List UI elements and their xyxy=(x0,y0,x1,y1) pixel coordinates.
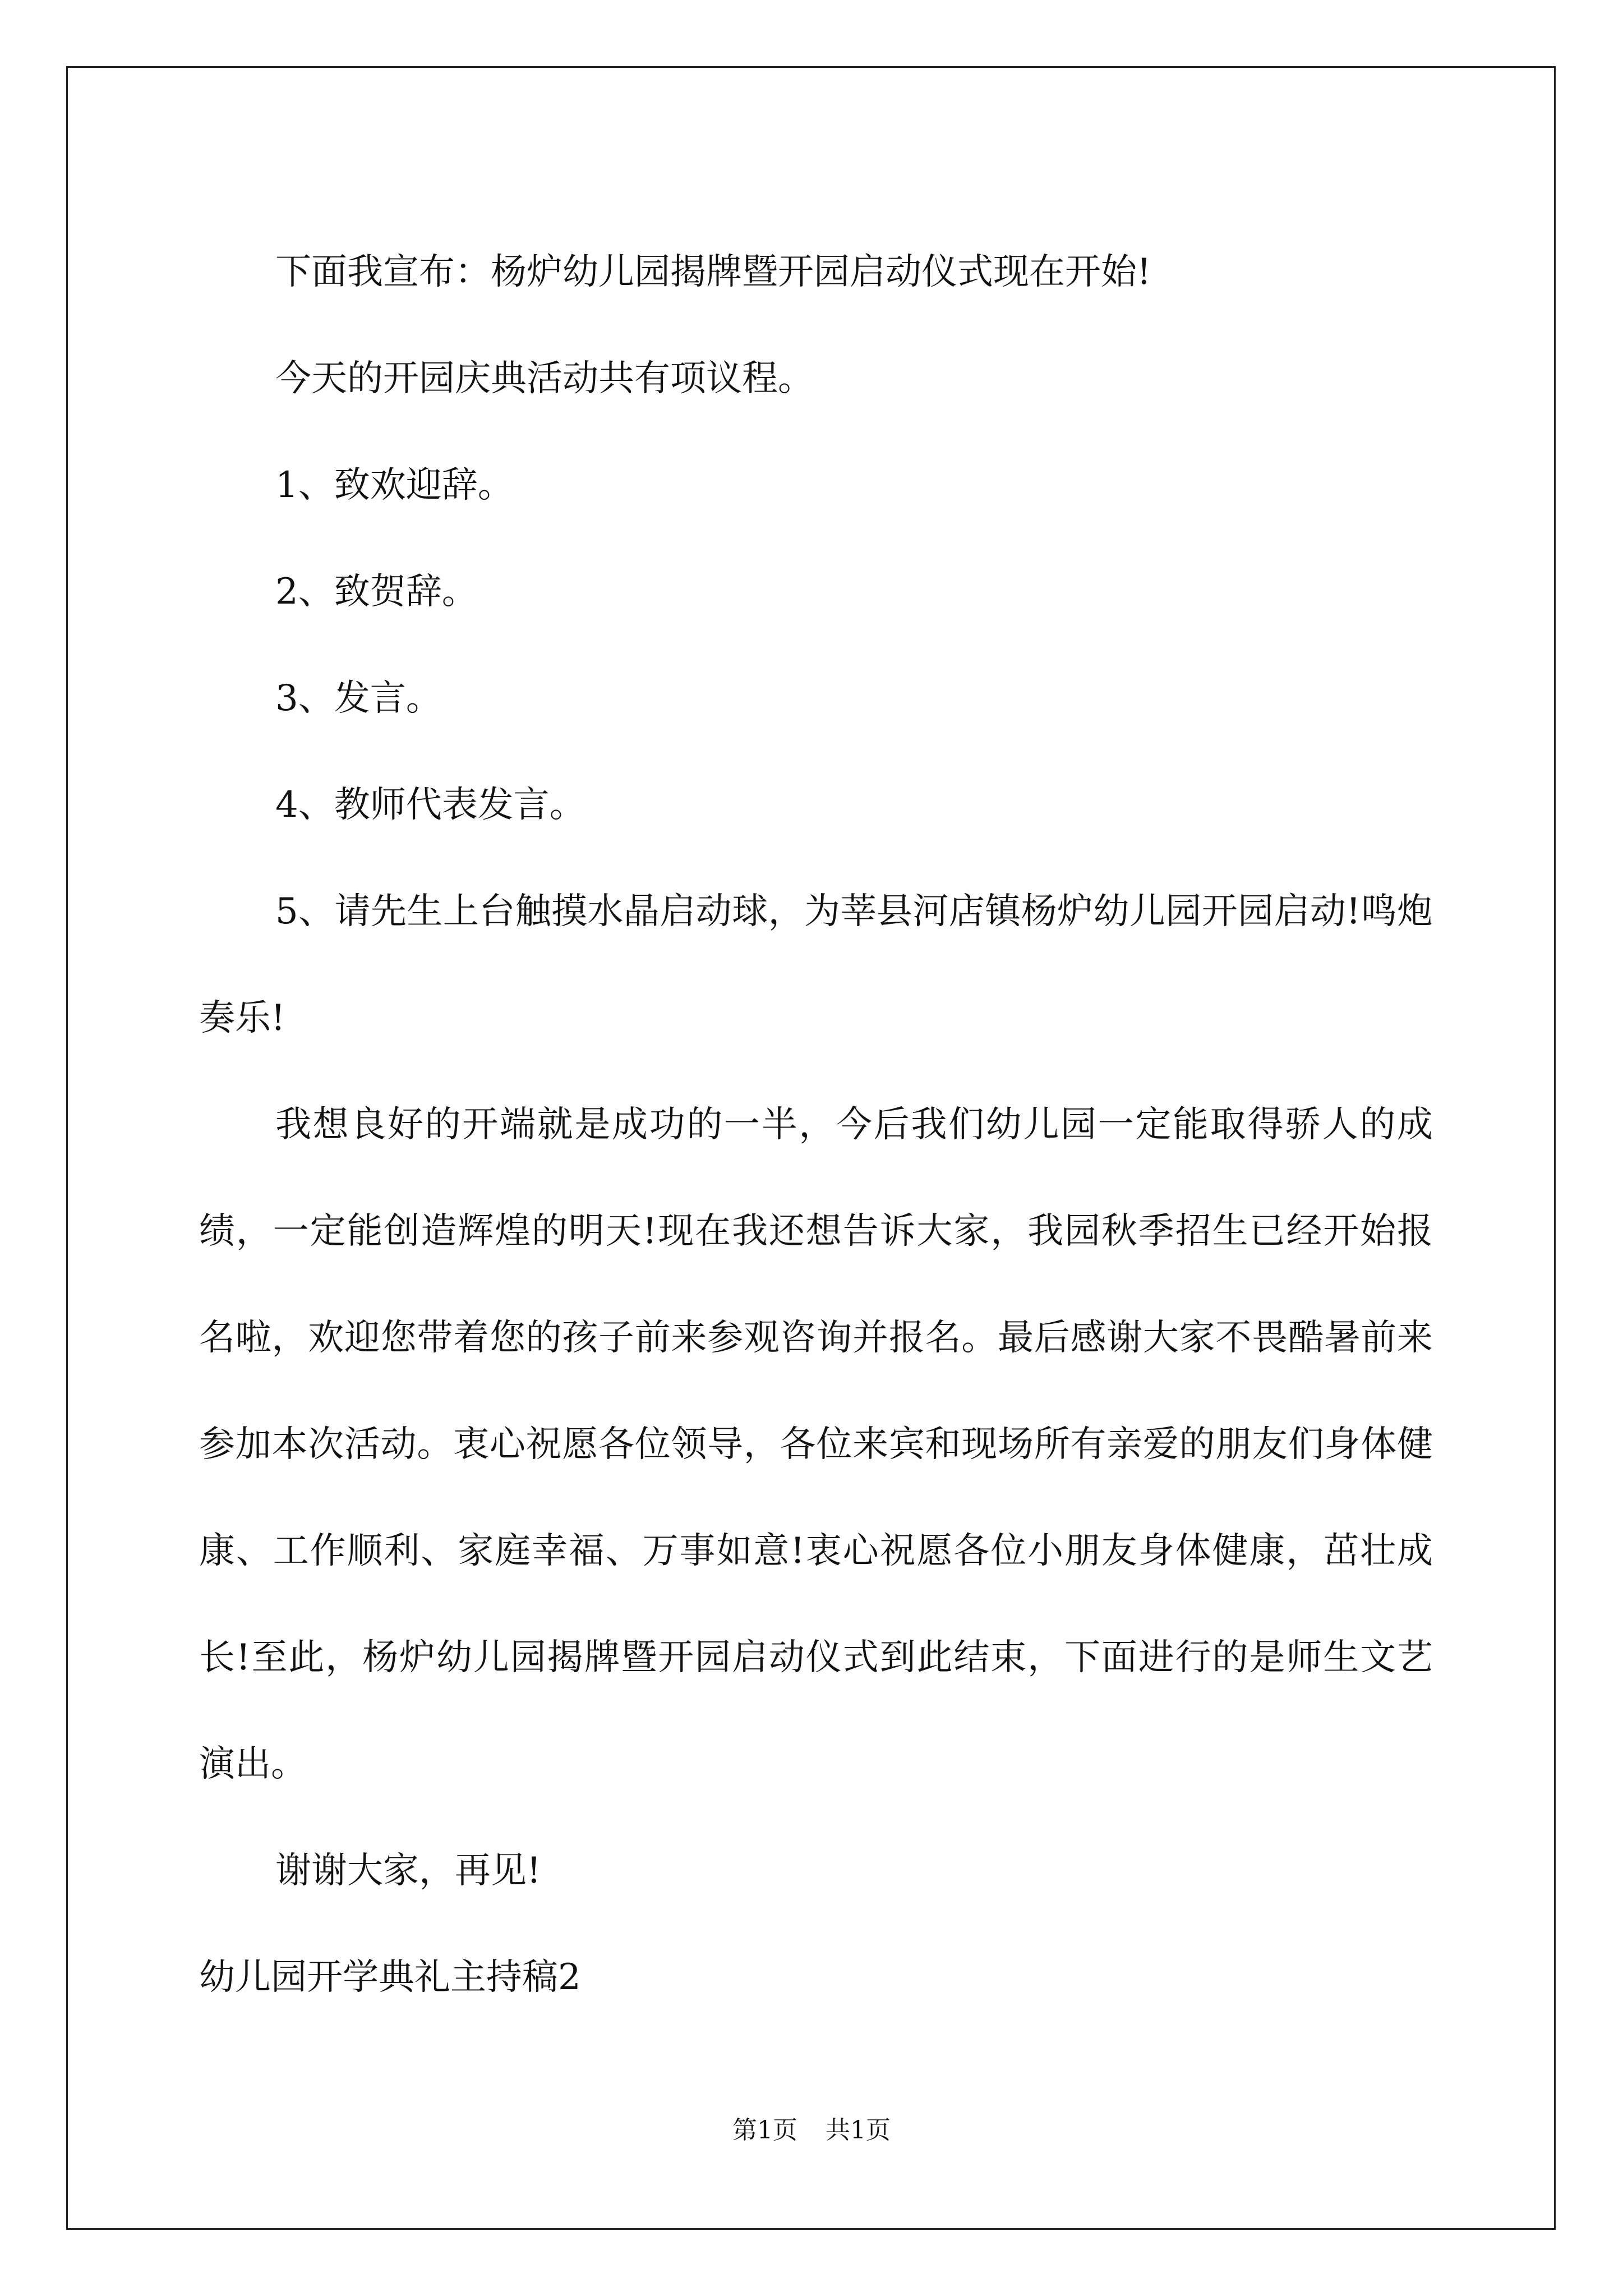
page-footer xyxy=(0,2114,1623,2147)
agenda-item-2: 2、致贺辞。 xyxy=(275,571,478,613)
page-number: 第1页 xyxy=(732,2116,797,2145)
page-total: 共1页 xyxy=(826,2116,891,2145)
agenda-item-3: 3、发言。 xyxy=(275,678,442,719)
agenda-item-4: 4、教师代表发言。 xyxy=(275,784,585,826)
paragraph-farewell: 谢谢大家，再见! xyxy=(275,1850,541,1892)
agenda-item-5: 5、请先生上台触摸水晶启动球，为莘县河店镇杨炉幼儿园开园启动!鸣炮奏乐! xyxy=(199,891,1433,1039)
paragraph-announcement: 下面我宣布：杨炉幼儿园揭牌暨开园启动仪式现在开始! xyxy=(275,251,1151,293)
agenda-item-1: 1、致欢迎辞。 xyxy=(275,464,514,506)
section-heading: 幼儿园开学典礼主持稿2 xyxy=(199,1957,581,1998)
document-body xyxy=(199,219,1433,2031)
paragraph-agenda-intro: 今天的开园庆典活动共有项议程。 xyxy=(275,358,814,399)
paragraph-closing-remarks: 我想良好的开端就是成功的一半，今后我们幼儿园一定能取得骄人的成绩，一定能创造辉煌的明天!现在我还想告诉大家，我园秋季招生已经开始报名啦，欢迎您带着您的孩子前来参观咨询并报名。最后感谢大家不畏酷暑前来参加本次活动。衷心祝愿各位领导，各位来宾和现场所有亲爱的朋友们身体健康、工作顺利、家庭幸福、万事如意!衷心祝愿各位小朋友身体健康，茁壮成长!至此，杨炉幼儿园揭牌暨开园启动仪式到此结束，下面进行的是师生文艺演出。 xyxy=(199,1104,1433,1785)
